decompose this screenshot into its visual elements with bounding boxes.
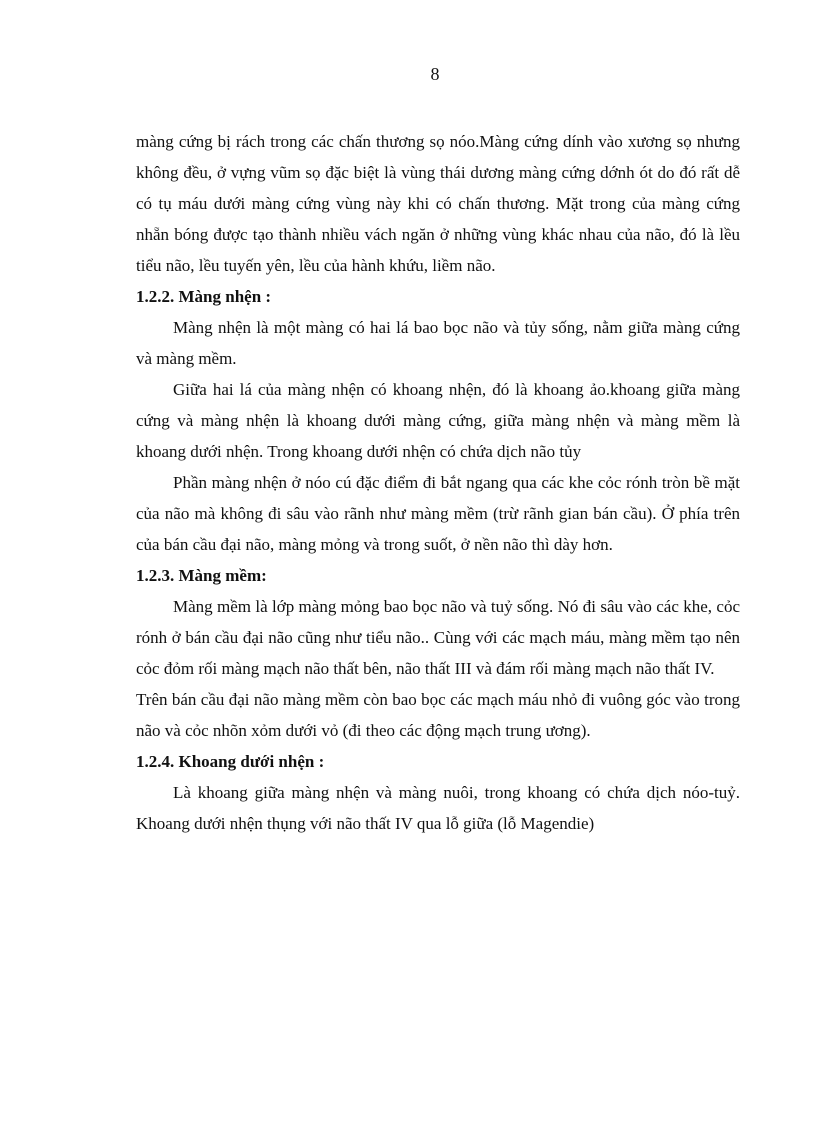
paragraph-arachnoid-definition: Màng nhện là một màng có hai lá bao bọc não và tủy sống, nằm giữa màng cứng và màng mềm. bbox=[136, 318, 740, 368]
heading-arachnoid: 1.2.2. Màng nhện : bbox=[136, 287, 272, 306]
paragraph-subarachnoid-definition: Là khoang giữa màng nhện và màng nuôi, trong khoang có chứa dịch nóo-tuỷ. Khoang dưới nhện thụng với não thất IV qua lỗ giữa (lỗ Magendie) bbox=[136, 783, 740, 833]
paragraph-dura-continued: màng cứng bị rách trong các chấn thương sọ nóo.Màng cứng dính vào xương sọ nhưng không đều, ở vựng vũm sọ đặc biệt là vùng thái dương màng cứng dớnh ót do đó rất dễ có tụ máu dưới màng cứng vùng này khi có chấn thương. Mặt trong của màng cứng nhẵn bóng được tạo thành nhiều vách ngăn ở những vùng khác nhau của não, đó là lều tiểu não, lều tuyến yên, lều của hành khứu, liềm não. bbox=[136, 132, 740, 275]
paragraph-pia-vessels: Trên bán cầu đại não màng mềm còn bao bọc các mạch máu nhỏ đi vuông góc vào trong não và cỏc nhõn xỏm dưới vỏ (đi theo các động mạch trung ương). bbox=[136, 690, 740, 740]
paragraph-arachnoid-brain: Phần màng nhện ở nóo cú đặc điểm đi bắt ngang qua các khe cỏc rónh tròn bề mặt của não mà không đi sâu vào rãnh như màng mềm (trừ rãnh gian bán cầu). Ở phía trên của bán cầu đại não, màng mỏng và trong suốt, ở nền não thì dày hơn. bbox=[136, 473, 740, 554]
paragraph-pia-definition: Màng mềm là lớp màng mỏng bao bọc não và tuỷ sống. Nó đi sâu vào các khe, cỏc rónh ở bán cầu đại não cũng như tiểu não.. Cùng với các mạch máu, màng mềm tạo nên cỏc đỏm rối màng mạch não thất bên, não thất III và đám rối màng mạch não thất IV. bbox=[136, 597, 740, 678]
heading-subarachnoid-space: 1.2.4. Khoang dưới nhện : bbox=[136, 752, 325, 771]
document-body bbox=[136, 126, 740, 839]
paragraph-arachnoid-spaces: Giữa hai lá của màng nhện có khoang nhện, đó là khoang ảo.khoang giữa màng cứng và màng nhện là khoang dưới màng cứng, giữa màng nhện và màng mềm là khoang dưới nhện. Trong khoang dưới nhện có chứa dịch não tủy bbox=[136, 380, 740, 461]
heading-pia-mater: 1.2.3. Màng mềm: bbox=[136, 566, 267, 585]
page-number: 8 bbox=[430, 64, 440, 84]
